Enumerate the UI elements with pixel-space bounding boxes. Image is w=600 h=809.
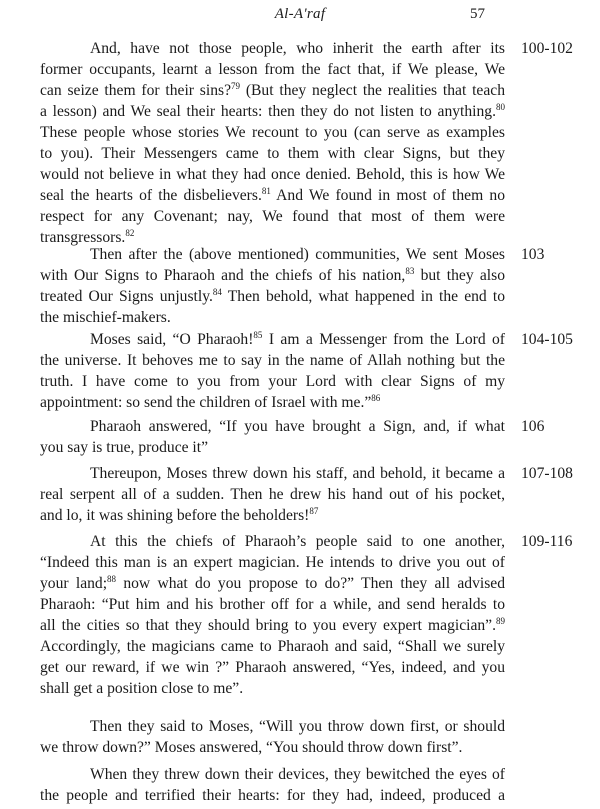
- footnote-ref: 85: [253, 330, 263, 340]
- text-line: transgressors.$^{82}$: [40, 228, 135, 246]
- text-line: the people and terrified their hearts: for they had, indeed, produced a: [40, 787, 505, 804]
- text-line: Thereupon, Moses threw down his staff, and behold, it became a: [90, 465, 505, 482]
- text-line: would not believe in what they had once denied. Behold, this is how We: [40, 166, 505, 183]
- text-line: Pharaoh: “Put him and his brother off for a while, and send heralds to: [40, 596, 505, 613]
- page-number: 57: [470, 6, 485, 22]
- paragraph-bewitched: [40, 764, 505, 806]
- paragraph-throw-down: [40, 716, 505, 758]
- verse-reference: 103: [521, 246, 545, 263]
- text-line: Then after the (above mentioned) communities, We sent Moses: [90, 246, 505, 263]
- verse-reference: 106: [521, 418, 545, 435]
- text-line: the mischief-makers.: [40, 309, 171, 326]
- paragraph-verse-106: [40, 416, 505, 458]
- text-line: a lesson) and We seal their hearts: then they do not listen to anything.$^{80}$: [40, 102, 505, 120]
- text-line: seal the hearts of the disbelievers.$^{81}$ And We found in most of them no: [40, 186, 505, 204]
- text-line: respect for any Covenant; nay, We found that most of them were: [40, 208, 505, 225]
- footnote-ref: 88: [107, 574, 117, 584]
- text-line: get our reward, if we win ?” Pharaoh answered, “Yes, indeed, and you: [40, 659, 505, 676]
- footnote-ref: 79: [231, 81, 240, 91]
- footnote-ref: 80: [496, 102, 505, 112]
- text-line: former occupants, learnt a lesson from the fact that, if We please, We: [40, 61, 505, 78]
- text-line: And, have not those people, who inherit the earth after its: [90, 40, 505, 57]
- footnote-ref: 82: [125, 228, 135, 238]
- text-line: Moses said, “O Pharaoh!$^{85}$ I am a Messenger from the Lord of: [90, 330, 505, 348]
- footnote-ref: 89: [496, 616, 505, 626]
- footnote-ref: 84: [212, 287, 222, 297]
- paragraph-verses-107-108: [40, 463, 505, 526]
- verse-reference: 100-102: [521, 40, 573, 57]
- text-line: Pharaoh answered, “If you have brought a Sign, and, if what: [90, 418, 505, 435]
- paragraph-verse-103: [40, 244, 505, 328]
- paragraph-verses-100-102: [40, 38, 505, 248]
- text-line: shall get a position close to me”.: [40, 680, 244, 697]
- text-line: Then they said to Moses, “Will you throw down first, or should: [90, 718, 505, 735]
- text-line: can seize them for their sins?$^{79}$ (But they neglect the realities that teach: [40, 81, 505, 99]
- footnote-ref: 81: [261, 186, 271, 196]
- footnote-ref: 83: [405, 266, 415, 276]
- footnote-ref: 87: [309, 506, 319, 516]
- text-line: truth. I have come to you from your Lord with clear Signs of my: [40, 373, 505, 390]
- paragraph-verses-104-105: [40, 329, 505, 413]
- text-line: all the cities so that they should bring to you every expert magician”.$^{89}$: [40, 616, 505, 634]
- text-line: the universe. It behoves me to say in the name of Allah nothing but the: [40, 352, 505, 369]
- text-line: real serpent all of a sudden. Then he drew his hand out of his pocket,: [40, 486, 505, 503]
- verse-reference: 104-105: [521, 331, 573, 348]
- text-line: These people whose stories We recount to you (can serve as examples: [40, 124, 505, 141]
- footnote-ref: 86: [371, 393, 381, 403]
- verse-reference: 107-108: [521, 465, 573, 482]
- text-line: we throw down?” Moses answered, “You should throw down first”.: [40, 739, 463, 756]
- verse-reference: 109-116: [521, 533, 573, 550]
- running-title: Al-A'raf: [274, 6, 326, 22]
- paragraph-verses-109-116: [40, 531, 505, 699]
- text-line: At this the chiefs of Pharaoh’s people said to one another,: [90, 533, 505, 550]
- text-line: Accordingly, the magicians came to Pharaoh and said, “Shall we surely: [40, 638, 505, 655]
- text-line: your land;$^{88}$ now what do you propose to do?” Then they all advised: [40, 574, 505, 592]
- text-line: you say is true, produce it”: [40, 439, 209, 456]
- text-line: appointment: so send the children of Israel with me.”$^{86}$: [40, 393, 381, 411]
- text-line: and lo, it was shining before the beholders!$^{87}$: [40, 506, 319, 524]
- text-line: treated Our Signs unjustly.$^{84}$ Then behold, what happened in the end to: [40, 287, 505, 305]
- text-line: When they threw down their devices, they bewitched the eyes of: [90, 766, 505, 783]
- text-line: “Indeed this man is an expert magician. He intends to drive you out of: [40, 554, 505, 571]
- text-line: with Our Signs to Pharaoh and the chiefs of his nation,$^{83}$ but they also: [40, 266, 505, 284]
- text-line: to you). Their Messengers came to them with clear Signs, but they: [40, 145, 505, 162]
